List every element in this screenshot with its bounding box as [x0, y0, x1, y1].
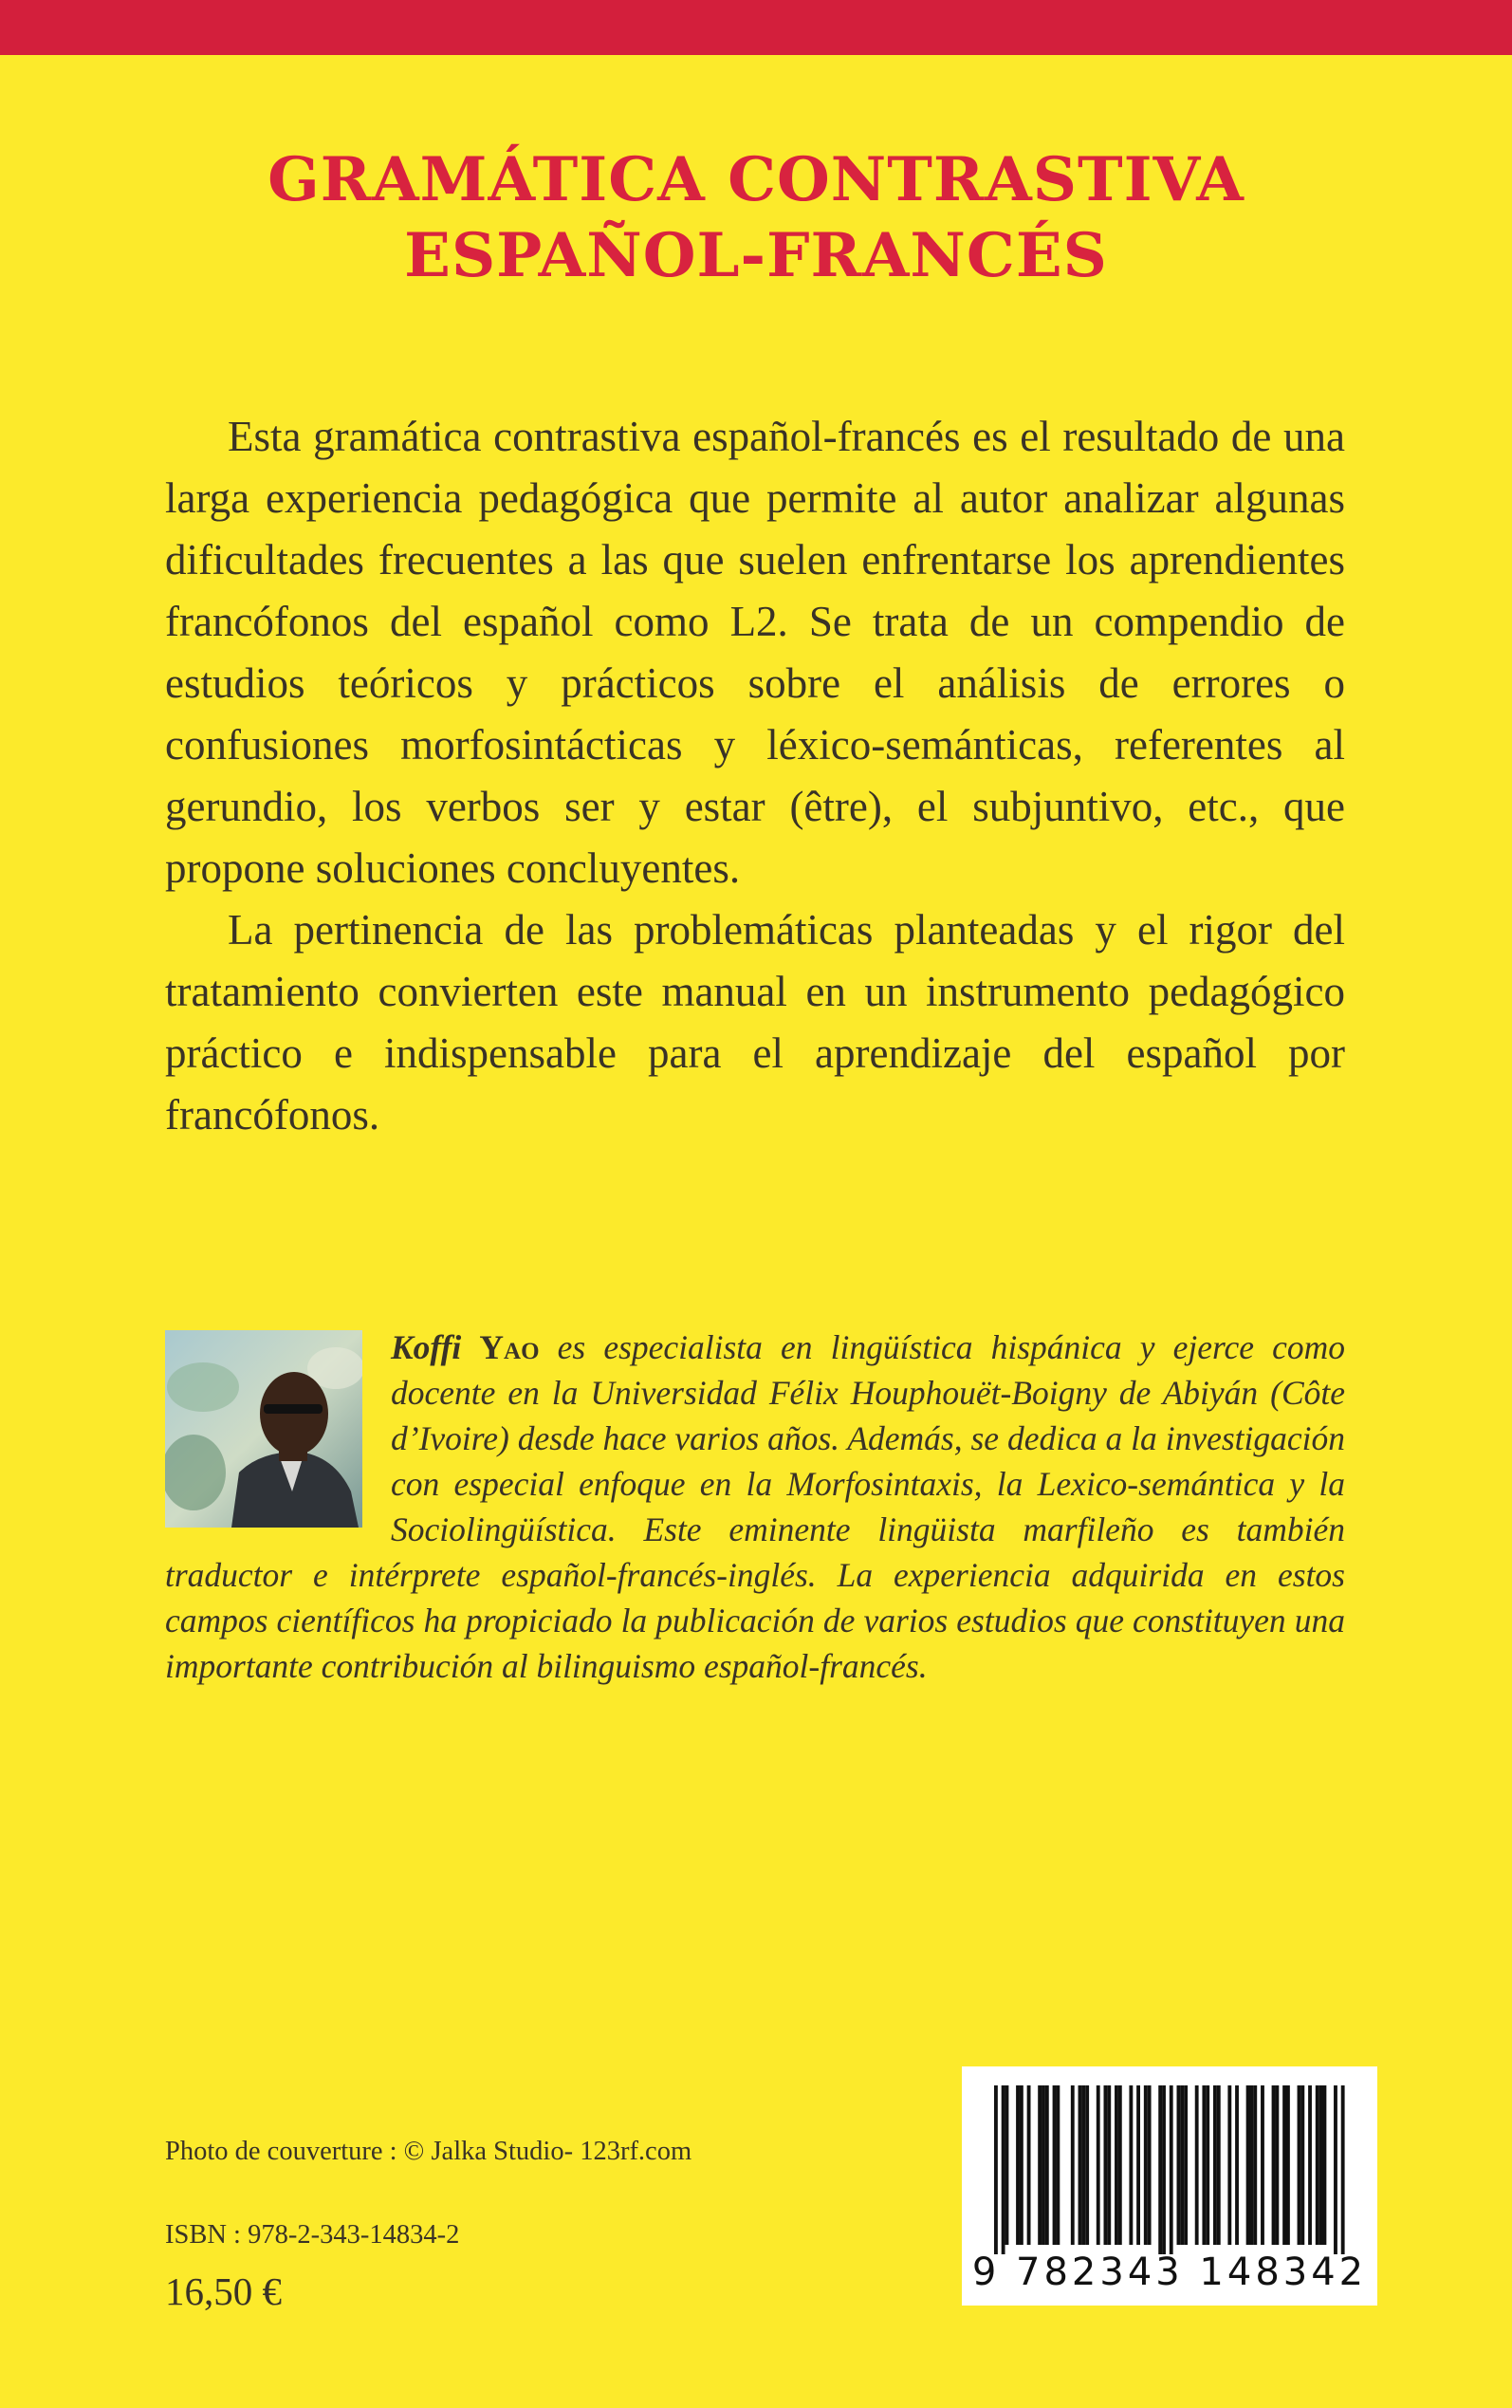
barcode-bar	[1162, 2085, 1166, 2254]
title-line-1: GRAMÁTICA CONTRASTIVA	[267, 144, 1245, 215]
barcode-digits: 9 782343 148342	[971, 2251, 1368, 2294]
barcode-bar	[1184, 2085, 1188, 2245]
barcode-bar	[1253, 2085, 1257, 2245]
title-line-2: ESPAÑOL-FRANCÉS	[404, 220, 1108, 291]
barcode-bar	[1042, 2085, 1045, 2245]
barcode-bar	[1202, 2085, 1206, 2245]
barcode-bar	[1136, 2085, 1140, 2245]
barcode-bar	[1071, 2085, 1075, 2245]
barcode-bar	[1038, 2085, 1042, 2245]
barcode-bar	[1020, 2085, 1023, 2245]
barcode-bar	[1298, 2085, 1301, 2245]
barcode	[962, 2066, 1377, 2306]
barcode-bar	[1235, 2085, 1239, 2245]
barcode-bar	[1115, 2085, 1118, 2245]
barcode-bar	[1107, 2085, 1111, 2245]
barcode-bar	[1227, 2085, 1231, 2245]
barcode-bar	[1334, 2085, 1337, 2254]
barcode-bar	[1056, 2085, 1060, 2245]
barcode-bar	[1016, 2085, 1020, 2245]
barcode-bar	[1286, 2085, 1290, 2245]
barcode-bar	[1319, 2085, 1323, 2245]
barcode-bar	[1282, 2085, 1286, 2245]
barcode-bar	[1261, 2085, 1264, 2245]
author-bio-text: es especialista en lingüística hispánica y ejerce como docente en la Universidad Félix Houphouët-Boigny de Abiyán (Côte d’Ivoire) desde hace varios años. Además, se dedica a la investigación con especial enfoque en la Morfosintaxis, la Lexico-semántica y la Sociolingüística. Este eminente lingüista marfileño es también traductor e intérprete español-francés-inglés. La experiencia adquirida en estos campos científicos ha propiciado la publicación de varios estudios que constituyen una importante contribución al bilinguismo español-francés.	[165, 1328, 1346, 1685]
barcode-bars	[962, 2066, 1377, 2256]
barcode-bar	[1323, 2085, 1327, 2245]
barcode-bar	[1002, 2085, 1005, 2254]
barcode-bar	[1079, 2085, 1082, 2245]
barcode-bar	[1213, 2085, 1217, 2245]
barcode-bar	[1118, 2085, 1122, 2245]
author-portrait-image	[165, 1330, 362, 1528]
top-color-band	[0, 0, 1512, 55]
barcode-bar	[1144, 2085, 1148, 2245]
barcode-bar	[1177, 2085, 1181, 2245]
author-photo	[165, 1330, 362, 1528]
barcode-bar	[1081, 2085, 1085, 2245]
author-surname: Yao	[479, 1328, 540, 1366]
summary-paragraph-1: Esta gramática contrastiva español-francés es el resultado de una larga experiencia pedagógica que permite al autor analizar algunas dificultades frecuentes a las que suelen enfrentarse los aprendientes francófonos del español como L2. Se trata de un compendio de estudios teóricos y prácticos sobre el análisis de errores o confusiones morfosintácticas y léxico-semánticas, referentes al gerundio, los verbos ser y estar (être), el subjuntivo, etc., que propone soluciones concluyentes.	[165, 413, 1345, 892]
barcode-bar	[1005, 2085, 1009, 2245]
barcode-bar	[1097, 2085, 1100, 2245]
author-bio	[165, 1324, 1345, 1689]
book-title	[0, 142, 1512, 294]
barcode-bar	[1045, 2085, 1049, 2245]
barcode-bar	[1341, 2085, 1345, 2254]
barcode-bar	[1129, 2085, 1133, 2245]
barcode-bar	[1300, 2085, 1304, 2245]
barcode-bar	[1148, 2085, 1152, 2245]
barcode-bar	[1085, 2085, 1089, 2245]
barcode-bar	[1206, 2085, 1209, 2245]
summary-paragraph-2: La pertinencia de las problemáticas planteadas y el rigor del tratamiento convierten este manual en un instrumento pedagógico práctico e indispensable para el aprendizaje del español por francófonos.	[165, 906, 1345, 1139]
book-summary	[165, 406, 1345, 1146]
barcode-bar	[1104, 2085, 1108, 2245]
barcode-bar	[1275, 2085, 1279, 2245]
barcode-bar	[1195, 2085, 1199, 2245]
barcode-bar	[1308, 2085, 1312, 2245]
author-first-name: Koffi	[391, 1328, 462, 1366]
barcode-bar	[1170, 2085, 1173, 2254]
barcode-bar	[1316, 2085, 1319, 2245]
barcode-bar	[1053, 2085, 1057, 2245]
barcode-bar	[1272, 2085, 1276, 2245]
barcode-bar	[994, 2085, 998, 2254]
barcode-bar	[1250, 2085, 1254, 2245]
barcode-bar	[1027, 2085, 1031, 2245]
barcode-bar	[1246, 2085, 1250, 2245]
barcode-bar	[1158, 2085, 1162, 2254]
barcode-bar	[1180, 2085, 1184, 2245]
cover-photo-credit: Photo de couverture : © Jalka Studio- 123rf.com	[165, 2137, 692, 2166]
isbn: ISBN : 978-2-343-14834-2	[165, 2220, 460, 2250]
barcode-bar	[1217, 2085, 1221, 2245]
price: 16,50 €	[165, 2269, 282, 2313]
